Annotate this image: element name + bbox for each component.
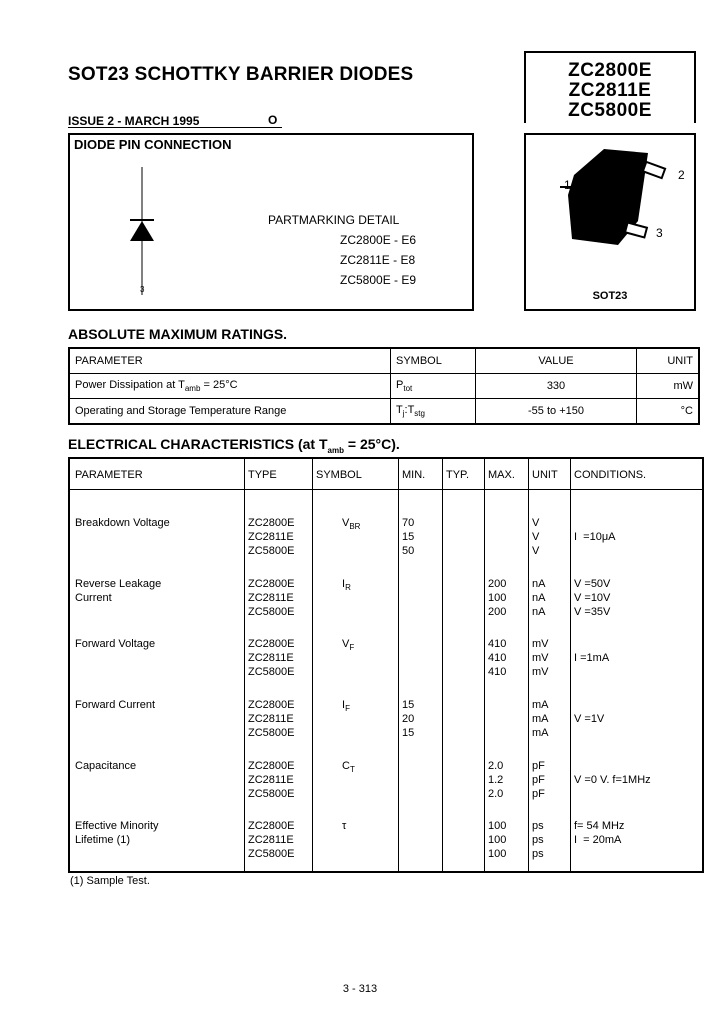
issue-mark: O bbox=[268, 113, 278, 127]
parameter-cell: Capacitance bbox=[75, 760, 137, 772]
header-cell: PARAMETER bbox=[75, 469, 143, 481]
parameter-cell: Breakdown Voltage bbox=[75, 517, 170, 529]
header-cell: MAX. bbox=[488, 469, 515, 481]
max-cell: 100 100 100 bbox=[488, 820, 507, 860]
unit-cell: mW bbox=[637, 374, 700, 399]
electrical-characteristics-table bbox=[68, 457, 704, 873]
conditions-cell: f= 54 MHz I = 20mA bbox=[574, 820, 625, 846]
conditions-cell: V =0 V. f=1MHz bbox=[574, 774, 651, 786]
unit-cell: °C bbox=[637, 399, 700, 425]
header-cell: SYMBOL bbox=[316, 469, 362, 481]
partmarking-item: ZC5800E - E9 bbox=[340, 273, 417, 287]
package-label: SOT23 bbox=[592, 290, 628, 302]
table-row bbox=[69, 399, 699, 425]
value-cell: -55 to +150 bbox=[476, 399, 637, 425]
package-box bbox=[524, 133, 696, 311]
partmarking-title: PARTMARKING DETAIL bbox=[268, 213, 400, 227]
part-number: ZC5800E bbox=[568, 100, 652, 121]
type-cell: ZC2800E ZC2811E ZC5800E bbox=[248, 517, 295, 557]
max-cell: 410 410 410 bbox=[488, 638, 507, 678]
conditions-cell: V =1V bbox=[574, 713, 605, 725]
conditions-cell: I =1mA bbox=[574, 652, 610, 664]
page-number: 3 - 313 bbox=[342, 983, 378, 995]
abs-max-title: ABSOLUTE MAXIMUM RATINGS. bbox=[68, 326, 288, 342]
type-cell: ZC2800E ZC2811E ZC5800E bbox=[248, 820, 295, 860]
unit-cell: nA nA nA bbox=[532, 578, 546, 618]
part-number-box bbox=[524, 51, 696, 123]
parameter-cell: Power Dissipation at $T_{amb} = 25^\circ C$ bbox=[69, 374, 391, 399]
pin-label-bottom: 3 bbox=[140, 285, 145, 294]
symbol-cell: $C_T$ bbox=[342, 760, 355, 775]
issue-line: ISSUE 2 - MARCH 1995 bbox=[68, 114, 200, 128]
table-row bbox=[69, 374, 699, 399]
type-cell: ZC2800E ZC2811E ZC5800E bbox=[248, 578, 295, 618]
part-number: ZC2800E bbox=[568, 60, 652, 81]
header-cell: TYP. bbox=[446, 469, 470, 481]
header-cell: CONDITIONS. bbox=[574, 469, 647, 481]
partmarking-item: ZC2811E - E8 bbox=[340, 253, 416, 267]
sot23-package-icon bbox=[526, 135, 694, 309]
pin-1-label: 1 bbox=[564, 178, 571, 192]
unit-cell: V V V bbox=[532, 517, 540, 557]
symbol-cell: $I_R$ bbox=[342, 578, 351, 593]
table-header-row bbox=[69, 348, 699, 374]
min-cell: 70 15 50 bbox=[402, 517, 415, 557]
type-cell: ZC2800E ZC2811E ZC5800E bbox=[248, 699, 295, 739]
footnote: (1) Sample Test. bbox=[70, 875, 150, 887]
symbol-cell: $P_{tot}$ bbox=[391, 374, 476, 399]
unit-cell: mA mA mA bbox=[532, 699, 549, 739]
pin-3-label: 3 bbox=[656, 226, 663, 240]
parameter-cell: Operating and Storage Temperature Range bbox=[69, 399, 391, 425]
issue-underline bbox=[68, 127, 282, 128]
part-number: ZC2811E bbox=[568, 80, 652, 101]
symbol-cell: $T_j:T_{stg}$ bbox=[391, 399, 476, 425]
type-cell: ZC2800E ZC2811E ZC5800E bbox=[248, 760, 295, 800]
header-cell: VALUE bbox=[476, 348, 637, 374]
header-cell: UNIT bbox=[637, 348, 700, 374]
parameter-cell: Reverse Leakage Current bbox=[75, 578, 162, 604]
value-cell: 330 bbox=[476, 374, 637, 399]
pin-2-label: 2 bbox=[678, 168, 685, 182]
abs-max-table bbox=[68, 347, 700, 425]
header-cell: PARAMETER bbox=[69, 348, 391, 374]
max-cell: 200 100 200 bbox=[488, 578, 507, 618]
unit-cell: mV mV mV bbox=[532, 638, 549, 678]
symbol-cell: $I_F$ bbox=[342, 699, 350, 714]
partmarking-item: ZC2800E - E6 bbox=[340, 233, 417, 247]
pin-connection-title: DIODE PIN CONNECTION bbox=[74, 137, 232, 152]
header-cell: TYPE bbox=[248, 469, 277, 481]
header-cell: SYMBOL bbox=[391, 348, 476, 374]
conditions-cell: V =50V V =10V V =35V bbox=[574, 578, 611, 618]
min-cell: 15 20 15 bbox=[402, 699, 415, 739]
unit-cell: ps ps ps bbox=[532, 820, 544, 860]
page-title: SOT23 SCHOTTKY BARRIER DIODES bbox=[68, 64, 414, 85]
header-cell: MIN. bbox=[402, 469, 426, 481]
max-cell: 2.0 1.2 2.0 bbox=[488, 760, 504, 800]
elec-title: ELECTRICAL CHARACTERISTICS (at $T_{amb} = 25^\circ C$). bbox=[68, 436, 400, 455]
parameter-cell: Forward Voltage bbox=[75, 638, 156, 650]
header-cell: UNIT bbox=[532, 469, 558, 481]
type-cell: ZC2800E ZC2811E ZC5800E bbox=[248, 638, 295, 678]
unit-cell: pF pF pF bbox=[532, 760, 545, 800]
pin-connection-box bbox=[68, 133, 474, 311]
conditions-cell: I =10μA bbox=[574, 531, 616, 543]
symbol-cell: τ bbox=[342, 820, 347, 832]
symbol-cell: $V_{BR}$ bbox=[342, 517, 361, 532]
diode-symbol-icon bbox=[122, 165, 162, 305]
symbol-cell: $V_F$ bbox=[342, 638, 355, 653]
parameter-cell: Effective Minority Lifetime (1) bbox=[75, 820, 159, 846]
parameter-cell: Forward Current bbox=[75, 699, 156, 711]
